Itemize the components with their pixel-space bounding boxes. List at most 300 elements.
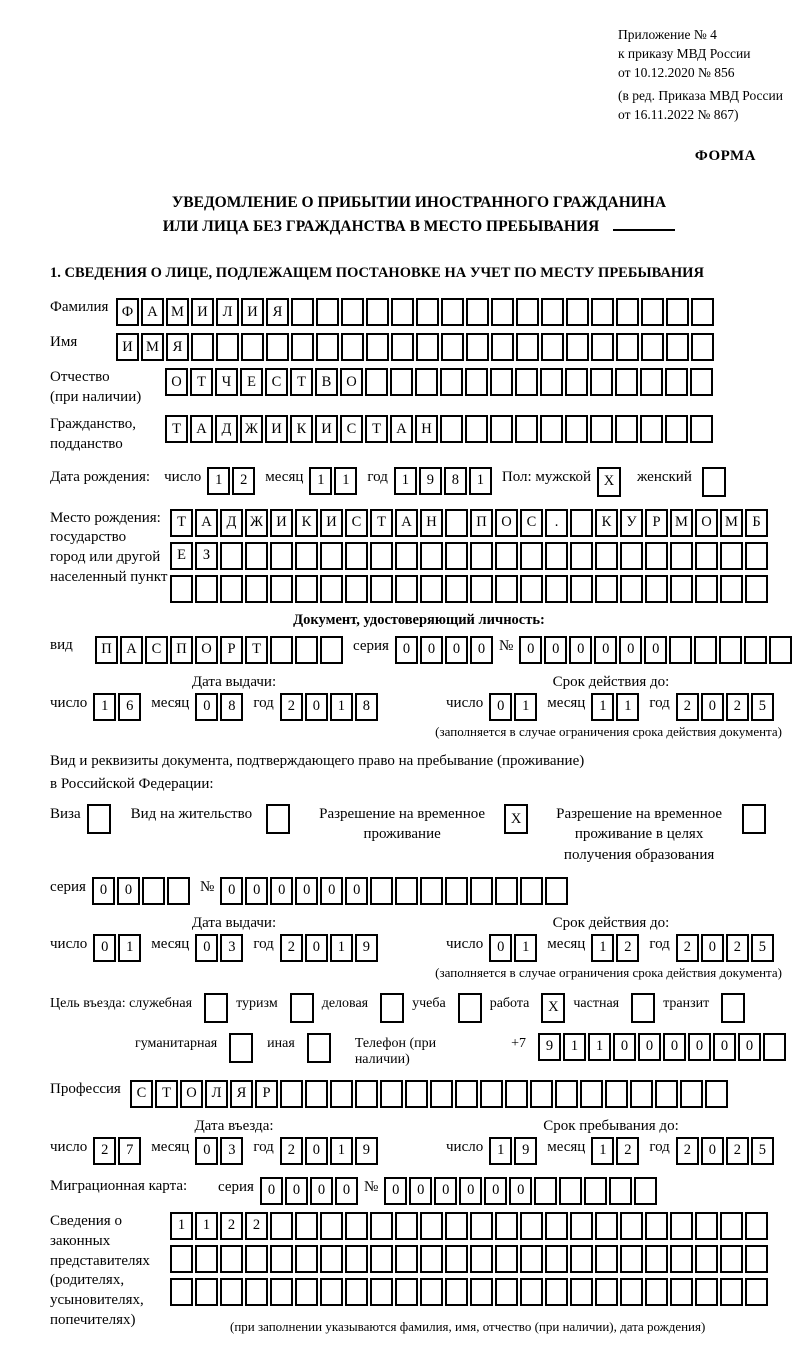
char-cell[interactable] — [470, 1245, 493, 1273]
char-cell[interactable]: 0 — [245, 877, 268, 905]
char-cell[interactable] — [541, 333, 564, 361]
char-cell[interactable] — [345, 1212, 368, 1240]
char-cell[interactable] — [520, 877, 543, 905]
char-cell[interactable]: 0 — [619, 636, 642, 664]
char-cell[interactable] — [345, 575, 368, 603]
char-cell[interactable]: 1 — [118, 934, 141, 962]
char-cell[interactable] — [170, 575, 193, 603]
char-cell[interactable]: 1 — [394, 467, 417, 495]
char-cell[interactable]: 0 — [489, 693, 512, 721]
char-cell[interactable]: У — [620, 509, 643, 537]
char-cell[interactable]: 0 — [663, 1033, 686, 1061]
char-cell[interactable] — [665, 368, 688, 396]
char-cell[interactable] — [245, 575, 268, 603]
char-cell[interactable] — [245, 1278, 268, 1306]
char-cell[interactable]: А — [390, 415, 413, 443]
char-cell[interactable] — [445, 1245, 468, 1273]
char-cell[interactable] — [220, 542, 243, 570]
char-cell[interactable]: 0 — [544, 636, 567, 664]
char-cell[interactable] — [591, 333, 614, 361]
checkbox-cell[interactable] — [204, 993, 228, 1023]
char-cell[interactable] — [470, 1278, 493, 1306]
char-cell[interactable] — [480, 1080, 503, 1108]
char-cell[interactable] — [645, 542, 668, 570]
char-cell[interactable] — [580, 1080, 603, 1108]
char-cell[interactable]: 0 — [489, 934, 512, 962]
char-cell[interactable]: 0 — [434, 1177, 457, 1205]
char-cell[interactable]: 9 — [514, 1137, 537, 1165]
char-cell[interactable] — [445, 575, 468, 603]
char-cell[interactable]: 2 — [220, 1212, 243, 1240]
char-cell[interactable] — [466, 333, 489, 361]
char-cell[interactable] — [490, 415, 513, 443]
char-cell[interactable] — [665, 415, 688, 443]
char-cell[interactable] — [541, 298, 564, 326]
char-cell[interactable]: 0 — [320, 877, 343, 905]
char-cell[interactable]: О — [195, 636, 218, 664]
char-cell[interactable]: О — [495, 509, 518, 537]
char-cell[interactable] — [645, 1245, 668, 1273]
char-cell[interactable]: 2 — [280, 693, 303, 721]
char-cell[interactable] — [669, 636, 692, 664]
char-cell[interactable]: 1 — [330, 693, 353, 721]
char-cell[interactable] — [395, 1278, 418, 1306]
char-cell[interactable] — [530, 1080, 553, 1108]
char-cell[interactable] — [695, 575, 718, 603]
char-cell[interactable] — [366, 333, 389, 361]
char-cell[interactable] — [670, 1278, 693, 1306]
char-cell[interactable]: И — [270, 509, 293, 537]
char-cell[interactable] — [470, 542, 493, 570]
char-cell[interactable] — [455, 1080, 478, 1108]
char-cell[interactable] — [515, 368, 538, 396]
char-cell[interactable] — [330, 1080, 353, 1108]
char-cell[interactable]: С — [265, 368, 288, 396]
char-cell[interactable] — [495, 877, 518, 905]
char-cell[interactable] — [670, 1212, 693, 1240]
char-cell[interactable] — [355, 1080, 378, 1108]
char-cell[interactable] — [491, 298, 514, 326]
char-cell[interactable]: З — [195, 542, 218, 570]
char-cell[interactable] — [441, 333, 464, 361]
char-cell[interactable] — [570, 575, 593, 603]
char-cell[interactable]: 0 — [345, 877, 368, 905]
char-cell[interactable]: 1 — [330, 1137, 353, 1165]
char-cell[interactable] — [670, 1245, 693, 1273]
checkbox-cell[interactable]: X — [541, 993, 565, 1023]
char-cell[interactable]: 0 — [613, 1033, 636, 1061]
char-cell[interactable]: 7 — [118, 1137, 141, 1165]
char-cell[interactable]: М — [720, 509, 743, 537]
char-cell[interactable]: 0 — [270, 877, 293, 905]
char-cell[interactable] — [745, 575, 768, 603]
char-cell[interactable] — [491, 333, 514, 361]
char-cell[interactable]: 0 — [420, 636, 443, 664]
char-cell[interactable] — [655, 1080, 678, 1108]
char-cell[interactable] — [270, 1245, 293, 1273]
char-cell[interactable] — [769, 636, 792, 664]
char-cell[interactable]: 0 — [569, 636, 592, 664]
char-cell[interactable] — [720, 1245, 743, 1273]
char-cell[interactable] — [720, 1212, 743, 1240]
char-cell[interactable] — [445, 1278, 468, 1306]
char-cell[interactable]: 0 — [409, 1177, 432, 1205]
char-cell[interactable] — [495, 575, 518, 603]
char-cell[interactable] — [640, 415, 663, 443]
char-cell[interactable] — [470, 575, 493, 603]
char-cell[interactable]: Ж — [245, 509, 268, 537]
char-cell[interactable] — [566, 333, 589, 361]
char-cell[interactable]: И — [241, 298, 264, 326]
char-cell[interactable]: 0 — [260, 1177, 283, 1205]
char-cell[interactable] — [465, 368, 488, 396]
char-cell[interactable]: . — [545, 509, 568, 537]
char-cell[interactable]: 2 — [726, 1137, 749, 1165]
char-cell[interactable] — [366, 298, 389, 326]
char-cell[interactable]: 2 — [676, 693, 699, 721]
char-cell[interactable]: 0 — [713, 1033, 736, 1061]
char-cell[interactable] — [615, 415, 638, 443]
char-cell[interactable] — [440, 415, 463, 443]
char-cell[interactable] — [445, 509, 468, 537]
char-cell[interactable]: Т — [170, 509, 193, 537]
checkbox-cell[interactable] — [229, 1033, 253, 1063]
char-cell[interactable]: 0 — [305, 934, 328, 962]
char-cell[interactable] — [395, 575, 418, 603]
char-cell[interactable] — [763, 1033, 786, 1061]
char-cell[interactable]: 0 — [509, 1177, 532, 1205]
char-cell[interactable] — [241, 333, 264, 361]
char-cell[interactable] — [295, 1212, 318, 1240]
char-cell[interactable]: П — [470, 509, 493, 537]
char-cell[interactable]: И — [116, 333, 139, 361]
char-cell[interactable] — [620, 1212, 643, 1240]
char-cell[interactable]: 0 — [310, 1177, 333, 1205]
char-cell[interactable] — [245, 542, 268, 570]
char-cell[interactable] — [195, 575, 218, 603]
char-cell[interactable]: О — [165, 368, 188, 396]
char-cell[interactable]: 2 — [245, 1212, 268, 1240]
char-cell[interactable]: А — [190, 415, 213, 443]
char-cell[interactable]: Т — [370, 509, 393, 537]
char-cell[interactable]: Ч — [215, 368, 238, 396]
char-cell[interactable] — [341, 298, 364, 326]
char-cell[interactable]: 9 — [419, 467, 442, 495]
char-cell[interactable] — [590, 368, 613, 396]
char-cell[interactable] — [370, 575, 393, 603]
checkbox-cell[interactable] — [631, 993, 655, 1023]
char-cell[interactable]: 0 — [92, 877, 115, 905]
char-cell[interactable] — [395, 542, 418, 570]
char-cell[interactable] — [270, 542, 293, 570]
checkbox-cell[interactable] — [458, 993, 482, 1023]
char-cell[interactable]: Е — [240, 368, 263, 396]
char-cell[interactable] — [745, 542, 768, 570]
char-cell[interactable] — [745, 1212, 768, 1240]
char-cell[interactable] — [295, 575, 318, 603]
char-cell[interactable]: 0 — [395, 636, 418, 664]
char-cell[interactable] — [470, 1212, 493, 1240]
char-cell[interactable] — [720, 542, 743, 570]
char-cell[interactable]: 0 — [701, 693, 724, 721]
char-cell[interactable] — [220, 575, 243, 603]
char-cell[interactable] — [545, 877, 568, 905]
char-cell[interactable] — [220, 1245, 243, 1273]
char-cell[interactable] — [595, 575, 618, 603]
char-cell[interactable] — [691, 333, 714, 361]
char-cell[interactable]: 0 — [470, 636, 493, 664]
char-cell[interactable] — [595, 1278, 618, 1306]
char-cell[interactable]: И — [265, 415, 288, 443]
char-cell[interactable]: А — [120, 636, 143, 664]
char-cell[interactable]: Л — [205, 1080, 228, 1108]
char-cell[interactable] — [645, 1278, 668, 1306]
char-cell[interactable]: П — [170, 636, 193, 664]
char-cell[interactable] — [270, 575, 293, 603]
char-cell[interactable] — [345, 542, 368, 570]
char-cell[interactable]: 2 — [726, 934, 749, 962]
char-cell[interactable]: 0 — [701, 1137, 724, 1165]
char-cell[interactable]: С — [340, 415, 363, 443]
char-cell[interactable] — [430, 1080, 453, 1108]
char-cell[interactable] — [320, 1245, 343, 1273]
char-cell[interactable] — [695, 542, 718, 570]
char-cell[interactable] — [605, 1080, 628, 1108]
char-cell[interactable] — [445, 877, 468, 905]
char-cell[interactable] — [609, 1177, 632, 1205]
char-cell[interactable]: Ж — [240, 415, 263, 443]
char-cell[interactable]: 8 — [220, 693, 243, 721]
char-cell[interactable]: К — [290, 415, 313, 443]
char-cell[interactable]: 1 — [588, 1033, 611, 1061]
char-cell[interactable]: Н — [420, 509, 443, 537]
char-cell[interactable] — [744, 636, 767, 664]
char-cell[interactable]: Р — [220, 636, 243, 664]
char-cell[interactable] — [630, 1080, 653, 1108]
char-cell[interactable] — [320, 636, 343, 664]
char-cell[interactable] — [545, 575, 568, 603]
char-cell[interactable]: 2 — [616, 1137, 639, 1165]
char-cell[interactable]: М — [141, 333, 164, 361]
char-cell[interactable] — [345, 1278, 368, 1306]
char-cell[interactable] — [595, 1212, 618, 1240]
char-cell[interactable] — [565, 415, 588, 443]
char-cell[interactable]: 1 — [330, 934, 353, 962]
char-cell[interactable] — [320, 1278, 343, 1306]
char-cell[interactable] — [270, 1212, 293, 1240]
char-cell[interactable] — [441, 298, 464, 326]
char-cell[interactable] — [415, 368, 438, 396]
char-cell[interactable] — [570, 1278, 593, 1306]
char-cell[interactable]: 5 — [751, 1137, 774, 1165]
char-cell[interactable]: 1 — [469, 467, 492, 495]
char-cell[interactable] — [170, 1278, 193, 1306]
char-cell[interactable]: 0 — [445, 636, 468, 664]
char-cell[interactable] — [365, 368, 388, 396]
char-cell[interactable]: 1 — [207, 467, 230, 495]
char-cell[interactable] — [694, 636, 717, 664]
char-cell[interactable] — [634, 1177, 657, 1205]
char-cell[interactable] — [620, 575, 643, 603]
char-cell[interactable] — [391, 333, 414, 361]
char-cell[interactable] — [595, 542, 618, 570]
char-cell[interactable]: 9 — [355, 934, 378, 962]
char-cell[interactable] — [641, 298, 664, 326]
char-cell[interactable]: 1 — [195, 1212, 218, 1240]
char-cell[interactable]: О — [180, 1080, 203, 1108]
char-cell[interactable] — [495, 542, 518, 570]
checkbox-cell[interactable] — [87, 804, 111, 834]
char-cell[interactable]: 1 — [514, 693, 537, 721]
char-cell[interactable]: П — [95, 636, 118, 664]
char-cell[interactable]: А — [395, 509, 418, 537]
char-cell[interactable]: 0 — [335, 1177, 358, 1205]
char-cell[interactable] — [316, 298, 339, 326]
char-cell[interactable] — [305, 1080, 328, 1108]
char-cell[interactable]: 0 — [738, 1033, 761, 1061]
char-cell[interactable] — [555, 1080, 578, 1108]
char-cell[interactable]: 1 — [489, 1137, 512, 1165]
char-cell[interactable]: С — [345, 509, 368, 537]
char-cell[interactable]: 5 — [751, 693, 774, 721]
char-cell[interactable]: О — [340, 368, 363, 396]
char-cell[interactable] — [584, 1177, 607, 1205]
char-cell[interactable]: 0 — [195, 693, 218, 721]
char-cell[interactable]: 3 — [220, 1137, 243, 1165]
char-cell[interactable] — [570, 509, 593, 537]
char-cell[interactable]: И — [191, 298, 214, 326]
char-cell[interactable] — [195, 1278, 218, 1306]
char-cell[interactable]: 0 — [594, 636, 617, 664]
char-cell[interactable] — [745, 1245, 768, 1273]
char-cell[interactable]: М — [670, 509, 693, 537]
char-cell[interactable] — [370, 877, 393, 905]
checkbox-cell[interactable] — [266, 804, 290, 834]
char-cell[interactable] — [620, 542, 643, 570]
char-cell[interactable]: И — [320, 509, 343, 537]
char-cell[interactable]: 0 — [688, 1033, 711, 1061]
char-cell[interactable] — [520, 542, 543, 570]
checkbox-cell[interactable] — [290, 993, 314, 1023]
char-cell[interactable] — [670, 575, 693, 603]
char-cell[interactable]: 2 — [280, 934, 303, 962]
char-cell[interactable] — [505, 1080, 528, 1108]
char-cell[interactable]: 2 — [232, 467, 255, 495]
char-cell[interactable] — [666, 333, 689, 361]
char-cell[interactable]: 6 — [118, 693, 141, 721]
char-cell[interactable] — [545, 1278, 568, 1306]
checkbox-cell[interactable] — [742, 804, 766, 834]
char-cell[interactable] — [291, 333, 314, 361]
char-cell[interactable]: Р — [255, 1080, 278, 1108]
char-cell[interactable] — [405, 1080, 428, 1108]
char-cell[interactable] — [445, 542, 468, 570]
char-cell[interactable]: Я — [230, 1080, 253, 1108]
char-cell[interactable] — [270, 1278, 293, 1306]
char-cell[interactable] — [545, 542, 568, 570]
char-cell[interactable] — [565, 368, 588, 396]
checkbox-cell[interactable] — [307, 1033, 331, 1063]
char-cell[interactable] — [520, 1245, 543, 1273]
char-cell[interactable] — [720, 1278, 743, 1306]
char-cell[interactable]: Т — [290, 368, 313, 396]
char-cell[interactable] — [370, 1212, 393, 1240]
char-cell[interactable]: Д — [220, 509, 243, 537]
char-cell[interactable] — [466, 298, 489, 326]
char-cell[interactable]: 0 — [305, 1137, 328, 1165]
char-cell[interactable] — [620, 1278, 643, 1306]
char-cell[interactable] — [416, 333, 439, 361]
char-cell[interactable] — [295, 636, 318, 664]
char-cell[interactable]: 1 — [170, 1212, 193, 1240]
char-cell[interactable]: 0 — [195, 934, 218, 962]
char-cell[interactable] — [380, 1080, 403, 1108]
char-cell[interactable]: 8 — [355, 693, 378, 721]
char-cell[interactable] — [320, 542, 343, 570]
char-cell[interactable]: Ф — [116, 298, 139, 326]
checkbox-cell[interactable]: X — [597, 467, 621, 497]
char-cell[interactable] — [391, 298, 414, 326]
char-cell[interactable]: Б — [745, 509, 768, 537]
char-cell[interactable]: К — [295, 509, 318, 537]
char-cell[interactable] — [495, 1245, 518, 1273]
char-cell[interactable] — [670, 542, 693, 570]
char-cell[interactable]: 3 — [220, 934, 243, 962]
char-cell[interactable] — [320, 1212, 343, 1240]
char-cell[interactable] — [695, 1245, 718, 1273]
char-cell[interactable] — [170, 1245, 193, 1273]
char-cell[interactable]: 1 — [591, 1137, 614, 1165]
char-cell[interactable] — [295, 1245, 318, 1273]
char-cell[interactable]: 1 — [616, 693, 639, 721]
char-cell[interactable]: 2 — [676, 934, 699, 962]
char-cell[interactable]: 0 — [484, 1177, 507, 1205]
char-cell[interactable] — [520, 575, 543, 603]
char-cell[interactable]: 2 — [93, 1137, 116, 1165]
char-cell[interactable]: Л — [216, 298, 239, 326]
char-cell[interactable] — [540, 415, 563, 443]
char-cell[interactable] — [695, 1278, 718, 1306]
char-cell[interactable] — [295, 1278, 318, 1306]
char-cell[interactable]: К — [595, 509, 618, 537]
char-cell[interactable]: Е — [170, 542, 193, 570]
char-cell[interactable] — [216, 333, 239, 361]
char-cell[interactable] — [370, 1278, 393, 1306]
char-cell[interactable] — [720, 575, 743, 603]
char-cell[interactable]: А — [195, 509, 218, 537]
char-cell[interactable]: 1 — [334, 467, 357, 495]
char-cell[interactable] — [645, 575, 668, 603]
char-cell[interactable]: И — [315, 415, 338, 443]
checkbox-cell[interactable] — [702, 467, 726, 497]
char-cell[interactable] — [316, 333, 339, 361]
char-cell[interactable] — [690, 368, 713, 396]
char-cell[interactable] — [691, 298, 714, 326]
char-cell[interactable]: 9 — [355, 1137, 378, 1165]
char-cell[interactable]: 2 — [616, 934, 639, 962]
char-cell[interactable]: 1 — [93, 693, 116, 721]
char-cell[interactable] — [395, 877, 418, 905]
char-cell[interactable] — [416, 298, 439, 326]
char-cell[interactable]: А — [141, 298, 164, 326]
char-cell[interactable]: Я — [266, 298, 289, 326]
char-cell[interactable] — [690, 415, 713, 443]
char-cell[interactable] — [520, 1278, 543, 1306]
char-cell[interactable] — [440, 368, 463, 396]
checkbox-cell[interactable]: X — [504, 804, 528, 834]
char-cell[interactable] — [220, 1278, 243, 1306]
char-cell[interactable] — [620, 1245, 643, 1273]
